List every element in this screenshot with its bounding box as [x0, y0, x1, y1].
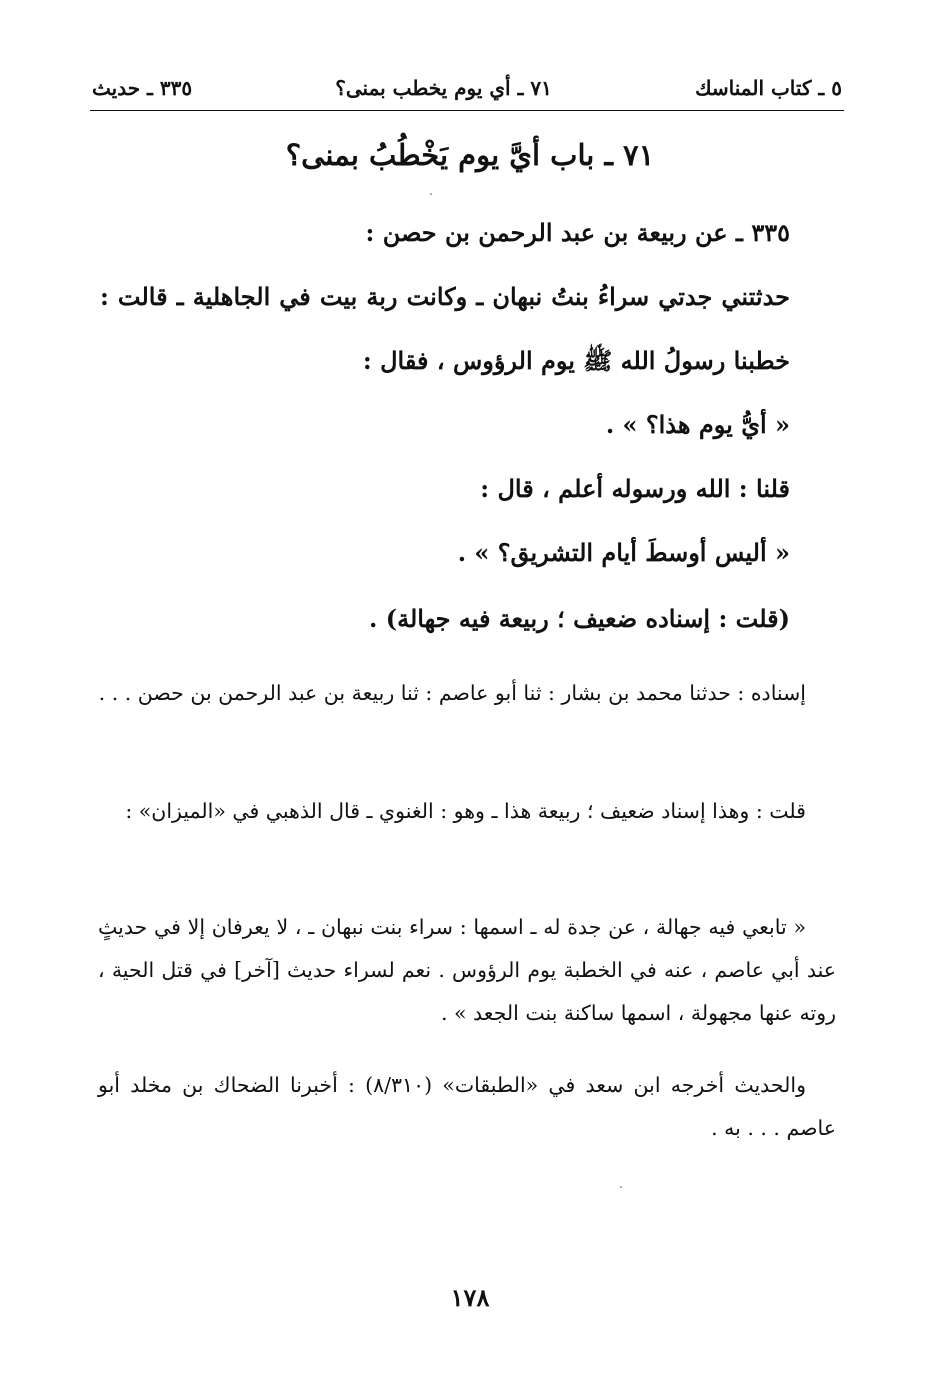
- running-header: [92, 68, 842, 108]
- commentary-critique: [98, 790, 836, 833]
- header-chapter-title: ٧١ ـ أي يوم يخطب بمنى؟: [335, 76, 552, 100]
- hadith-line-5: « أليس أوسطَ أيام التشريق؟ » .: [457, 538, 790, 567]
- page-number: ١٧٨: [450, 1283, 490, 1312]
- header-rule: [90, 110, 844, 111]
- hadith-intro: ٣٣٥ ـ عن ربيعة بن عبد الرحمن بن حصن :: [365, 218, 790, 247]
- hadith-grading: (قلت : إسناده ضعيف ؛ ربيعة فيه جهالة) .: [369, 604, 790, 633]
- commentary-quote-text: « تابعي فيه جهالة ، عن جدة له ـ اسمها : سراء بنت نبهان ـ ، لا يعرفان إلا في حديثٍ عند أبي عاصم ، عنه في الخطبة يوم الرؤوس . نعم لسراء حديث [آخر] في قتل الحية ، روته عنها مجهولة ، اسمها ساكنة بنت الجعد » .: [98, 915, 836, 1025]
- chapter-title: ٧١ ـ باب أيَّ يوم يَخْطُبُ بمنى؟: [285, 138, 655, 172]
- commentary-critique-text: قلت : وهذا إسناد ضعيف ؛ ربيعة هذا ـ وهو : الغنوي ـ قال الذهبي في «الميزان» :: [125, 799, 806, 823]
- hadith-line-1: حدثتني جدتي سراءُ بنتُ نبهان ـ وكانت ربة بيت في الجاهلية ـ قالت :: [100, 282, 790, 311]
- commentary-isnad: [98, 672, 836, 715]
- commentary-takhrij-text: والحديث أخرجه ابن سعد في «الطبقات» (٨/٣١٠) : أخبرنا الضحاك بن مخلد أبو عاصم . . . به .: [98, 1073, 836, 1140]
- print-speck: [620, 1186, 622, 1188]
- commentary-isnad-text: إسناده : حدثنا محمد بن بشار : ثنا أبو عاصم : ثنا ربيعة بن عبد الرحمن بن حصن . . .: [98, 681, 806, 705]
- print-speck: [430, 193, 432, 195]
- commentary-quote: [98, 906, 836, 1035]
- hadith-line-2: خطبنا رسولُ الله ﷺ يوم الرؤوس ، فقال :: [362, 346, 790, 375]
- hadith-line-3: « أيُّ يوم هذا؟ » .: [605, 410, 790, 439]
- commentary-takhrij: [98, 1064, 836, 1150]
- hadith-line-4: قلنا : الله ورسوله أعلم ، قال :: [480, 474, 790, 503]
- header-hadith-number: ٣٣٥ ـ حديث: [92, 76, 193, 100]
- header-book-title: ٥ ـ كتاب المناسك: [695, 76, 842, 100]
